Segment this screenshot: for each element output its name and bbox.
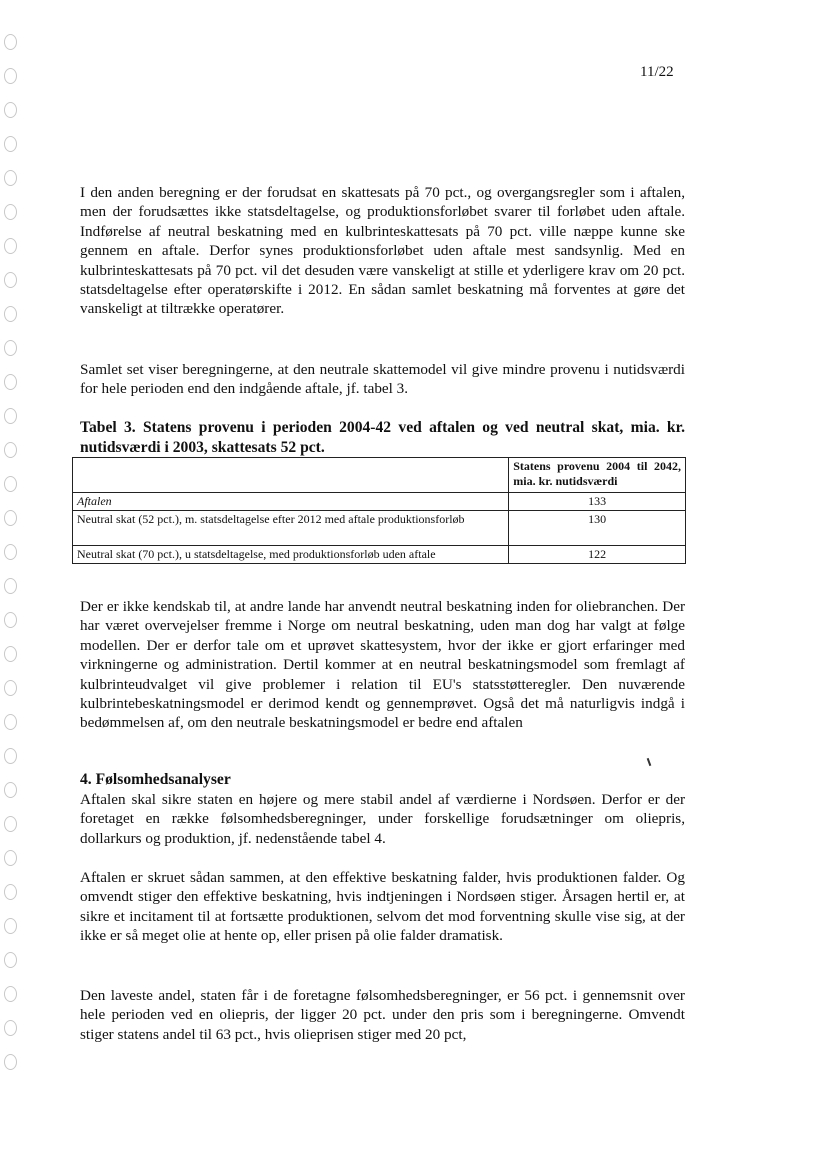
punch-hole [4, 1054, 17, 1070]
table-row [73, 493, 686, 511]
punch-hole [4, 986, 17, 1002]
paragraph-5: Aftalen er skruet sådan sammen, at den effektive beskatning falder, hvis produktionen falder. Og omvendt stiger den effektive beskatning, hvis indtjeningen i Nordsøen stiger. Årsagen hertil er, at sikre et incitament til at fortsætte produktionen, selvom det mod forventning skulle vise sig, at der ikke er så meget olie at hente op, eller prisen på olie falder dramatisk. [80, 869, 685, 945]
paragraph-3: Der er ikke kendskab til, at andre lande har anvendt neutral beskatning inden for oliebranchen. Der har været overvejelser fremme i Norge om neutral beskatning, uden man dog har valgt at følge modellen. Der er derfor tale om et uprøvet skattesystem, hvor der ikke er gjort erfaringer med virkningerne og administration. Dertil kommer at en neutral beskatningsmodel som fremlagt af kulbrinteudvalget vil give problemer i relation til EU's statsstøtteregler. Den nuværende kulbrintebeskatningsmodel er derimod kendt og gennemprøvet. Også det må naturligvis indgå i bedømmelsen af, om den neutrale beskatningsmodel er bedre end aftalen [80, 598, 685, 732]
section-heading: 4. Følsomhedsanalyser [80, 771, 231, 788]
punch-hole [4, 680, 17, 696]
table-title: Tabel 3. Statens provenu i perioden 2004-42 ved aftalen og ved neutral skat, mia. kr. nutidsværdi i 2003, skattesats 52 pct. [80, 419, 685, 456]
punch-hole [4, 102, 17, 118]
revenue-table [72, 457, 686, 564]
table-row-label: Neutral skat (70 pct.), u statsdeltagelse, med produktionsforløb uden aftale [73, 546, 509, 564]
punch-hole [4, 510, 17, 526]
punch-hole [4, 34, 17, 50]
table-header-row [73, 458, 686, 493]
table-row [73, 546, 686, 564]
punch-holes [4, 30, 22, 1130]
punch-hole [4, 646, 17, 662]
punch-hole [4, 850, 17, 866]
punch-hole [4, 442, 17, 458]
paragraph-6: Den laveste andel, staten får i de foretagne følsomhedsberegninger, er 56 pct. i gennemsnit over hele perioden ved en oliepris, der ligger 20 pct. under den pris som i beregningerne. Omvendt stiger statens andel til 63 pct., hvis olieprisen stiger med 20 pct, [80, 987, 685, 1043]
punch-hole [4, 714, 17, 730]
page-number: 11/22 [640, 64, 674, 80]
punch-hole [4, 816, 17, 832]
punch-hole [4, 1020, 17, 1036]
punch-hole [4, 612, 17, 628]
pen-mark [647, 758, 652, 766]
punch-hole [4, 170, 17, 186]
table-header-revenue: Statens provenu 2004 til 2042, mia. kr. nutidsværdi [509, 458, 686, 493]
punch-hole [4, 374, 17, 390]
table-row-value: 133 [509, 493, 686, 511]
punch-hole [4, 578, 17, 594]
punch-hole [4, 204, 17, 220]
table-row-label: Neutral skat (52 pct.), m. statsdeltagelse efter 2012 med aftale produktionsforløb [73, 511, 509, 546]
paragraph-2: Samlet set viser beregningerne, at den neutrale skattemodel vil give mindre provenu i nutidsværdi for hele perioden end den indgående aftale, jf. tabel 3. [80, 361, 685, 398]
punch-hole [4, 782, 17, 798]
punch-hole [4, 408, 17, 424]
table-row-label: Aftalen [73, 493, 509, 511]
table-header-empty [73, 458, 509, 493]
punch-hole [4, 952, 17, 968]
paragraph-1: I den anden beregning er der forudsat en skattesats på 70 pct., og overgangsregler som i aftalen, men der forudsættes ikke statsdeltagelse, og produktionsforløbet svarer til forløbet uden aftale. Indførelse af neutral beskatning med en kulbrinteskattesats på 70 pct. ville næppe kunne ske gennem en aftale. Derfor synes produktionsforløbet uden aftale mest sandsynlig. Med en kulbrinteskattesats på 70 pct. vil det desuden være vanskeligt at stille et yderligere krav om 20 pct. statsdeltagelse efter operatørskifte i 2012. En sådan samlet beskatning må forventes at gøre det vanskeligt at tiltrække operatører. [80, 184, 685, 318]
paragraph-4: Aftalen skal sikre staten en højere og mere stabil andel af værdierne i Nordsøen. Derfor er der foretaget en række følsomhedsberegninger, under forskellige forudsætninger om oliepris, dollarkurs og produktion, jf. nedenstående tabel 4. [80, 791, 685, 847]
table-row-value: 122 [509, 546, 686, 564]
punch-hole [4, 340, 17, 356]
punch-hole [4, 306, 17, 322]
punch-hole [4, 918, 17, 934]
punch-hole [4, 748, 17, 764]
punch-hole [4, 136, 17, 152]
punch-hole [4, 476, 17, 492]
punch-hole [4, 68, 17, 84]
punch-hole [4, 238, 17, 254]
punch-hole [4, 544, 17, 560]
table-row-value: 130 [509, 511, 686, 546]
punch-hole [4, 884, 17, 900]
table-row [73, 511, 686, 546]
punch-hole [4, 272, 17, 288]
